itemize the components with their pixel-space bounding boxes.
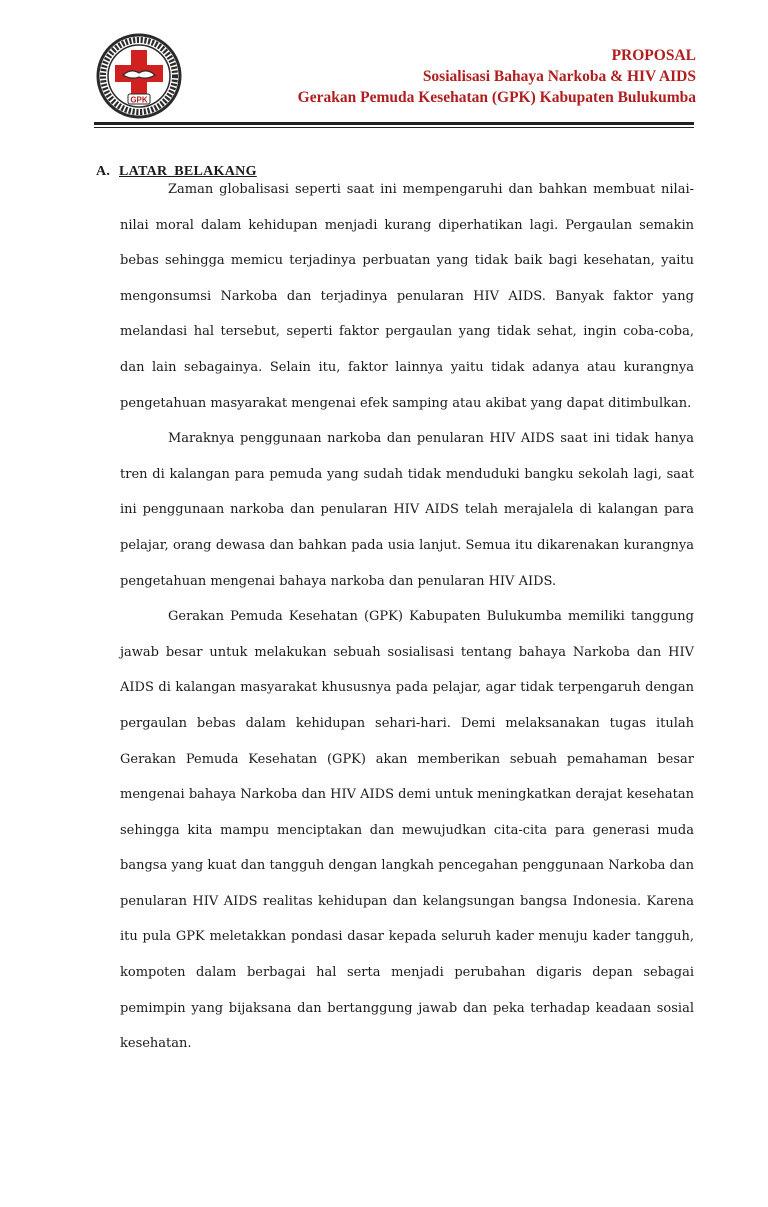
- section-title: LATAR BELAKANG: [119, 164, 257, 179]
- gpk-logo: [96, 33, 182, 119]
- section-number: A.: [96, 164, 111, 179]
- logo-text: GPK: [130, 95, 148, 105]
- header-rule-thick: [94, 122, 694, 125]
- gpk-emblem-icon: [96, 33, 182, 119]
- body-text: [120, 172, 694, 1062]
- header-rule-thin: [94, 127, 694, 128]
- paragraph-2: Maraknya penggunaan narkoba dan penularan HIV AIDS saat ini tidak hanya tren di kalangan para pemuda yang sudah tidak menduduki bangku sekolah lagi, saat ini penggunaan narkoba dan penularan HIV AIDS telah merajalela di kalangan para pelajar, orang dewasa dan bahkan pada usia lanjut. Semua itu dikarenakan kurangnya pengetahuan mengenai bahaya narkoba dan penularan HIV AIDS.: [120, 431, 694, 589]
- paragraph-1: Zaman globalisasi seperti saat ini mempengaruhi dan bahkan membuat nilai-nilai moral dalam kehidupan menjadi kurang diperhatikan lagi. Pergaulan semakin bebas sehingga memicu terjadinya perbuatan yang tidak baik bagi kesehatan, yaitu mengonsumsi Narkoba dan terjadinya penularan HIV AIDS. Banyak faktor yang melandasi hal tersebut, seperti faktor pergaulan yang tidak sehat, ingin coba-coba, dan lain sebagainya. Selain itu, faktor lainnya yaitu tidak adanya atau kurangnya pengetahuan masyarakat mengenai efek samping atau akibat yang dapat ditimbulkan.: [120, 182, 694, 411]
- document-header: [298, 45, 696, 108]
- paragraph-3: Gerakan Pemuda Kesehatan (GPK) Kabupaten Bulukumba memiliki tanggung jawab besar untuk melakukan sebuah sosialisasi tentang bahaya Narkoba dan HIV AIDS di kalangan masyarakat khususnya pada pelajar, agar tidak terpengaruh dengan pergaulan bebas dalam kehidupan sehari-hari. Demi melaksanakan tugas itulah Gerakan Pemuda Kesehatan (GPK) akan memberikan sebuah pemahaman besar mengenai bahaya Narkoba dan HIV AIDS demi untuk meningkatkan derajat kesehatan sehingga kita mampu menciptakan dan mewujudkan cita-cita para generasi muda bangsa yang kuat dan tangguh dengan langkah pencegahan penggunaan Narkoba dan penularan HIV AIDS realitas kehidupan dan kelangsungan bangsa Indonesia. Karena itu pula GPK meletakkan pondasi dasar kepada seluruh kader menuju kader tangguh, kompoten dalam berbagai hal serta menjadi perubahan digaris depan sebagai pemimpin yang bijaksana dan bertanggung jawab dan peka terhadap keadaan sosial kesehatan.: [120, 609, 694, 1052]
- header-title: PROPOSAL: [611, 47, 696, 64]
- header-organization: Gerakan Pemuda Kesehatan (GPK) Kabupaten Bulukumba: [297, 89, 696, 106]
- header-subtitle: Sosialisasi Bahaya Narkoba & HIV AIDS: [422, 68, 696, 85]
